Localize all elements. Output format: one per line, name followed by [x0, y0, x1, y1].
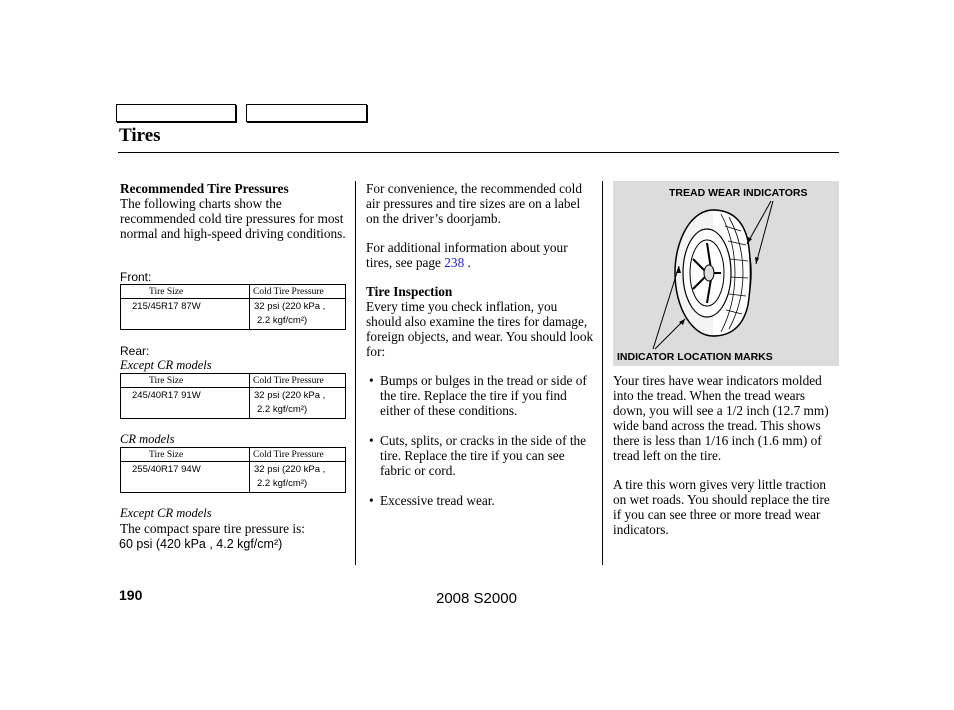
- front-label: Front:: [120, 270, 152, 284]
- additional-info-text: For additional information about your tires, see page 238 .: [366, 240, 568, 270]
- rear-cr-table: [120, 447, 346, 493]
- indicator-location-marks-label: INDICATOR LOCATION MARKS: [617, 351, 773, 363]
- rear-cr-note: CR models: [120, 432, 175, 446]
- middle-column: [366, 181, 594, 523]
- recommended-pressures-heading: Recommended Tire Pressures: [120, 181, 289, 196]
- front-pressure-table: [120, 284, 346, 330]
- front-tire-size: 215/45R17 87W: [132, 301, 201, 312]
- list-item: • Cuts, splits, or cracks in the side of the tire. Replace the tire if you can see fabric or cord.: [366, 433, 594, 478]
- convenience-text: For convenience, the recommended cold air pressures and tire sizes are on a label on the driver’s doorjamb.: [366, 181, 582, 226]
- tire-wear-figure: [613, 181, 839, 366]
- spare-pressure-value: 60 psi (420 kPa , 4.2 kgf/cm²): [119, 537, 283, 551]
- header-divider: [118, 152, 839, 153]
- rear-except-cr-table: [120, 373, 346, 419]
- front-tire-pressure: 32 psi (220 kPa , 2.2 kgf/cm²): [250, 299, 346, 330]
- tread-wear-indicators-label: TREAD WEAR INDICATORS: [669, 187, 808, 199]
- table-header-cold-pressure: Cold Tire Pressure: [250, 448, 346, 462]
- tire-illustration: [613, 181, 839, 366]
- wear-indicators-text: Your tires have wear indicators molded into the tread. When the tread wears down, you will see a 1/2 inch (12.7 mm) wide band across the tread. This shows there is less than 1/16 inch (1.6 mm) of tread left on the tire.: [613, 373, 829, 463]
- spare-pressure-text: The compact spare tire pressure is:: [120, 521, 305, 536]
- inspection-list: [366, 373, 594, 508]
- page-reference-link[interactable]: 238: [444, 255, 465, 270]
- rear-label: Rear:: [120, 344, 150, 358]
- worn-tire-text: A tire this worn gives very little traction on wet roads. You should replace the tire if you can see three or more tread wear indicators.: [613, 477, 830, 537]
- table-row: [121, 299, 346, 330]
- table-row: [121, 462, 346, 493]
- nav-tab-1[interactable]: [116, 104, 236, 122]
- rear-cr-tire-size: 255/40R17 94W: [132, 464, 201, 475]
- page-number: 190: [119, 587, 143, 603]
- spare-except-cr-note: Except CR models: [120, 506, 212, 520]
- recommended-pressures-intro: The following charts show the recommended cold tire pressures for most normal and high-speed driving conditions.: [120, 196, 346, 241]
- rear-except-cr-tire-size: 245/40R17 91W: [132, 390, 201, 401]
- list-item: • Excessive tread wear.: [366, 493, 594, 508]
- tire-inspection-text: Every time you check inflation, you should also examine the tires for damage, foreign objects, and wear. You should look for:: [366, 299, 594, 359]
- rear-cr-pressure: 32 psi (220 kPa , 2.2 kgf/cm²): [250, 462, 346, 493]
- table-header-cold-pressure: Cold Tire Pressure: [250, 374, 346, 388]
- nav-tab-2[interactable]: [246, 104, 367, 122]
- right-column: [613, 373, 841, 537]
- rear-except-cr-pressure: 32 psi (220 kPa , 2.2 kgf/cm²): [250, 388, 346, 419]
- column-divider-2: [602, 181, 603, 565]
- list-item: • Bumps or bulges in the tread or side of the tire. Replace the tire if you find either of these conditions.: [366, 373, 594, 418]
- table-header-tire-size: Tire Size: [121, 374, 250, 388]
- column-divider-1: [355, 181, 356, 565]
- left-column: [120, 181, 348, 241]
- table-header-cold-pressure: Cold Tire Pressure: [250, 285, 346, 299]
- table-header-tire-size: Tire Size: [121, 285, 250, 299]
- table-header-tire-size: Tire Size: [121, 448, 250, 462]
- table-row: [121, 388, 346, 419]
- footer-model: 2008 S2000: [436, 590, 517, 607]
- rear-except-cr-note: Except CR models: [120, 358, 212, 372]
- page-title: Tires: [119, 125, 161, 146]
- tire-inspection-heading: Tire Inspection: [366, 284, 453, 299]
